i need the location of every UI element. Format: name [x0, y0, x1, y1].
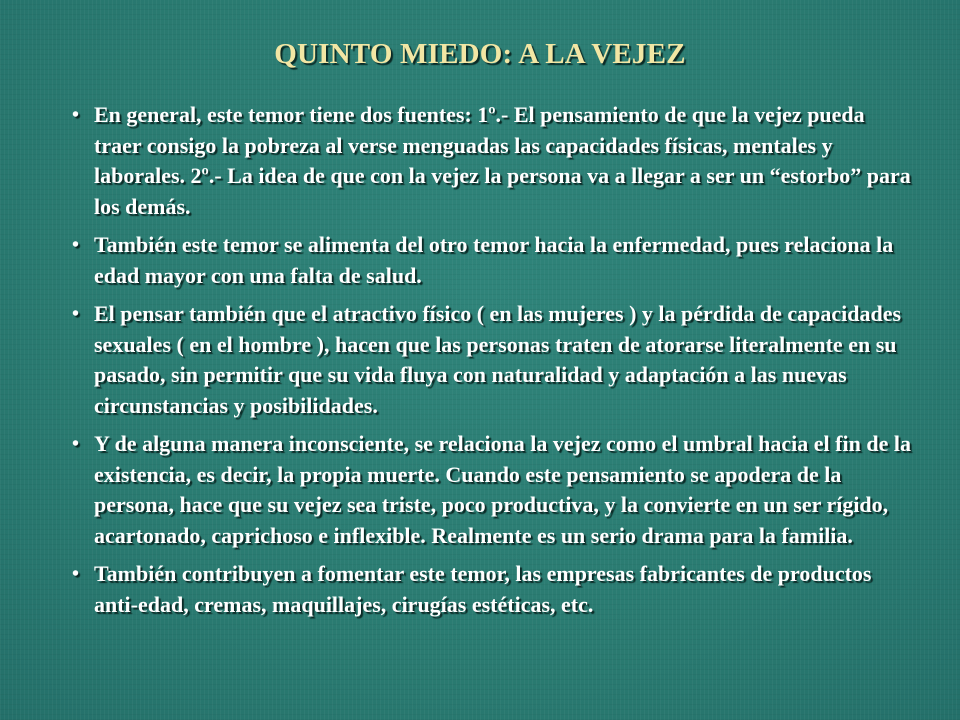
bullet-icon: •	[72, 234, 80, 256]
bullet-list	[72, 100, 912, 628]
slide-title: QUINTO MIEDO: A LA VEJEZ	[274, 38, 686, 70]
bullet-item-2	[72, 230, 912, 291]
bullet-text-3: El pensar también que el atractivo físico ( en las mujeres ) y la pérdida de capacidades sexuales ( en el hombre ), hacen que las personas traten de atorarse literalmente en su pasado, sin permitir que su vida fluya con naturalidad y adaptación a las nuevas circunstancias y posibilidades.	[94, 301, 902, 418]
bullet-item-5	[72, 559, 912, 620]
bullet-text-2: También este temor se alimenta del otro temor hacia la enfermedad, pues relaciona la edad mayor con una falta de salud.	[94, 232, 894, 288]
bullet-text-5: También contribuyen a fomentar este temor, las empresas fabricantes de productos anti-edad, cremas, maquillajes, cirugías estéticas, etc.	[94, 561, 872, 617]
bullet-item-4	[72, 429, 912, 551]
bullet-icon: •	[72, 563, 80, 585]
bullet-item-1	[72, 100, 912, 222]
bullet-text-4: Y de alguna manera inconsciente, se relaciona la vejez como el umbral hacia el fin de la existencia, es decir, la propia muerte. Cuando este pensamiento se apodera de la persona, hace que su vejez sea triste, poco productiva, y la convierte en un ser rígido, acartonado, caprichoso e inflexible. Realmente es un serio drama para la familia.	[94, 431, 911, 548]
bullet-icon: •	[72, 433, 80, 455]
bullet-item-3	[72, 299, 912, 421]
bullet-icon: •	[72, 303, 80, 325]
bullet-text-1: En general, este temor tiene dos fuentes: 1º.- El pensamiento de que la vejez pueda traer consigo la pobreza al verse menguadas las capacidades físicas, mentales y laborales. 2º.- La idea de que con la vejez la persona va a llegar a ser un “estorbo” para los demás.	[94, 102, 911, 219]
bullet-icon: •	[72, 104, 80, 126]
